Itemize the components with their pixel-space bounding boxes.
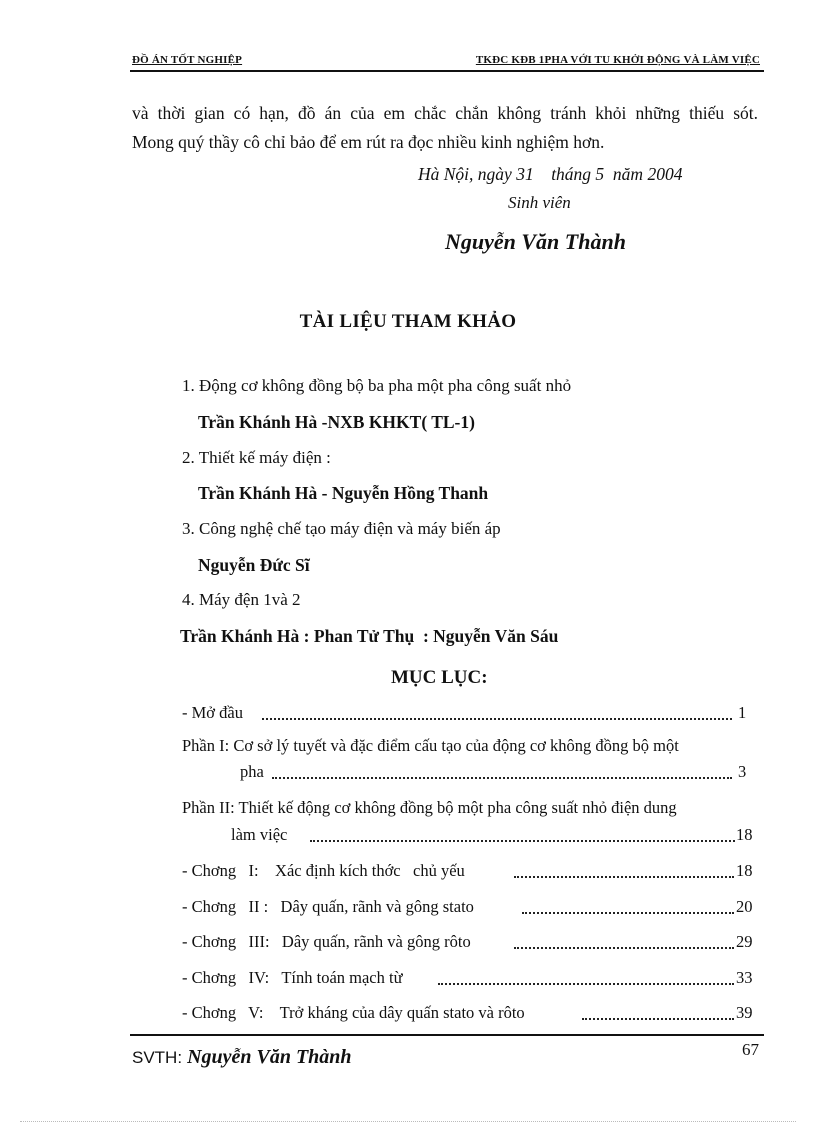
footer-prefix: SVTH:	[132, 1048, 183, 1067]
header-left: ĐỒ ÁN TỐT NGHIỆP	[132, 54, 243, 66]
toc-entry-label: Phần II: Thiết kế động cơ không đồng bộ một pha công suất nhỏ điện dung	[182, 798, 677, 817]
page-edge-divider	[20, 1121, 796, 1122]
intro-line-2: Mong quý thầy cô chỉ bảo để em rút ra đọc nhiều kinh nghiệm hơn.	[132, 132, 605, 152]
toc-page: 3	[738, 762, 747, 781]
toc-entry-label: - Chơng V: Trở kháng của dây quấn stato và rôto	[182, 1003, 529, 1022]
toc-page: 20	[736, 897, 753, 916]
toc-entry-label: Phần I: Cơ sở lý tuyết và đặc điểm cấu tạo của động cơ không đồng bộ một	[182, 736, 679, 755]
toc-leader	[310, 840, 735, 842]
header-right: TKĐC KĐB 1PHA VỚI TU KHỞI ĐỘNG VÀ LÀM VIỆC	[475, 54, 760, 66]
toc-page: 18	[736, 861, 753, 880]
toc-entry-cont: pha	[240, 762, 264, 781]
toc-entry-label: - Chơng I: Xác định kích thớc chủ yếu	[182, 861, 469, 880]
reference-4-title: 4. Máy đện 1và 2	[182, 590, 301, 609]
footer-student-name: Nguyễn Văn Thành	[187, 1046, 352, 1068]
toc-leader	[514, 876, 734, 878]
toc-page: 1	[738, 703, 747, 722]
toc-leader	[262, 718, 732, 720]
intro-paragraph	[132, 99, 758, 157]
toc-title: MỤC LỤC:	[391, 667, 488, 688]
toc-entry-label: - Mở đầu	[182, 703, 243, 722]
reference-2-title: 2. Thiết kế máy điện :	[182, 448, 331, 467]
footer-divider	[130, 1034, 764, 1036]
page-number: 67	[742, 1040, 759, 1059]
toc-entry-label: - Chơng III: Dây quấn, rãnh và gông rôto	[182, 932, 475, 951]
toc-page: 39	[736, 1003, 753, 1022]
reference-3-title: 3. Công nghệ chế tạo máy điện và máy biến áp	[182, 519, 501, 538]
toc-leader	[514, 947, 734, 949]
toc-page: 18	[736, 825, 753, 844]
toc-leader	[522, 912, 734, 914]
page-header	[130, 50, 764, 72]
toc-leader	[438, 983, 734, 985]
reference-1-title: 1. Động cơ không đồng bộ ba pha một pha công suất nhỏ	[182, 376, 572, 395]
intro-line-1: và thời gian có hạn, đồ án của em chắc chắn không tránh khỏi những thiếu sót.	[132, 103, 758, 123]
reference-2-author: Trần Khánh Hà - Nguyễn Hồng Thanh	[198, 483, 489, 503]
page-footer	[132, 1046, 352, 1069]
reference-1-author: Trần Khánh Hà -NXB KHKT( TL-1)	[198, 412, 475, 432]
toc-page: 33	[736, 968, 753, 987]
toc-leader	[272, 777, 732, 779]
toc-entry-cont: làm việc	[231, 825, 288, 844]
references-title: TÀI LIỆU THAM KHẢO	[299, 311, 517, 332]
signature-role: Sinh viên	[508, 193, 571, 212]
toc-page: 29	[736, 932, 753, 951]
signature-name: Nguyễn Văn Thành	[445, 229, 626, 254]
toc-entry-label: - Chơng IV: Tính toán mạch từ	[182, 968, 407, 987]
toc-leader	[582, 1018, 734, 1020]
reference-3-author: Nguyễn Đức Sĩ	[198, 555, 310, 575]
toc-entry-label: - Chơng II : Dây quấn, rãnh và gông stato	[182, 897, 479, 916]
toc-entry	[182, 703, 756, 723]
reference-4-author: Trần Khánh Hà : Phan Tử Thụ : Nguyễn Văn Sáu	[180, 626, 559, 646]
signature-date: Hà Nội, ngày 31 tháng 5 năm 2004	[418, 164, 683, 184]
